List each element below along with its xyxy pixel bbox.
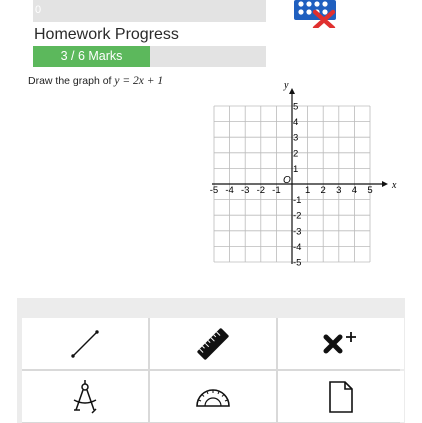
- compass-tool-button[interactable]: [22, 371, 148, 422]
- y-tick-label: -2: [293, 210, 302, 222]
- point-tool-button[interactable]: [278, 318, 404, 369]
- line-tool-button[interactable]: [22, 318, 148, 369]
- x-axis-label: x: [392, 180, 397, 191]
- x-tick-label: 5: [367, 185, 373, 196]
- x-axis-arrow: [382, 181, 388, 187]
- question-prefix: Draw the graph of: [28, 75, 115, 87]
- y-tick-label: -5: [293, 257, 302, 269]
- y-tick-label: 5: [293, 101, 299, 113]
- marks-progress-bar: [33, 46, 266, 67]
- y-tick-label: -3: [293, 226, 302, 238]
- x-tick-label: -2: [256, 185, 266, 196]
- coordinate-grid[interactable]: [200, 70, 410, 270]
- y-tick-label: 1: [293, 163, 299, 175]
- x-tick-label: 3: [336, 185, 342, 196]
- x-tick-label: -1: [272, 185, 281, 196]
- y-tick-label: 2: [293, 148, 299, 160]
- protractor-icon: [195, 385, 231, 409]
- y-tick-label: 3: [293, 132, 299, 144]
- app-logo-icon: [293, 0, 337, 28]
- compass-icon: [70, 379, 100, 415]
- new-page-tool-button[interactable]: [278, 371, 404, 422]
- x-tick-label: -3: [240, 185, 250, 196]
- cross-plus-icon: [321, 329, 361, 359]
- x-tick-label: 1: [304, 185, 311, 196]
- y-axis-arrow: [289, 88, 295, 94]
- tool-palette: [22, 318, 400, 423]
- question-equation: y = 2x + 1: [114, 75, 164, 87]
- y-axis-label: y: [284, 80, 289, 91]
- x-tick-label: 2: [320, 185, 326, 196]
- y-tick-label: 4: [293, 117, 299, 129]
- origin-label: O: [283, 175, 291, 186]
- blank-page-icon: [327, 380, 355, 414]
- top-progress-track: [33, 0, 266, 22]
- y-tick-label: -1: [293, 195, 302, 207]
- homework-progress-title: Homework Progress: [34, 26, 179, 43]
- ruler-tool-button[interactable]: [150, 318, 276, 369]
- x-tick-label: -4: [225, 185, 234, 196]
- x-tick-label: 4: [351, 185, 358, 196]
- marks-progress-label: 3 / 6 Marks: [60, 49, 123, 63]
- ruler-icon: [194, 325, 232, 363]
- line-segment-icon: [70, 329, 100, 359]
- question-text: [28, 75, 163, 87]
- y-tick-label: -4: [293, 241, 302, 253]
- x-tick-label: -5: [209, 185, 219, 196]
- top-progress-value: 0: [35, 4, 42, 16]
- protractor-tool-button[interactable]: [150, 371, 276, 422]
